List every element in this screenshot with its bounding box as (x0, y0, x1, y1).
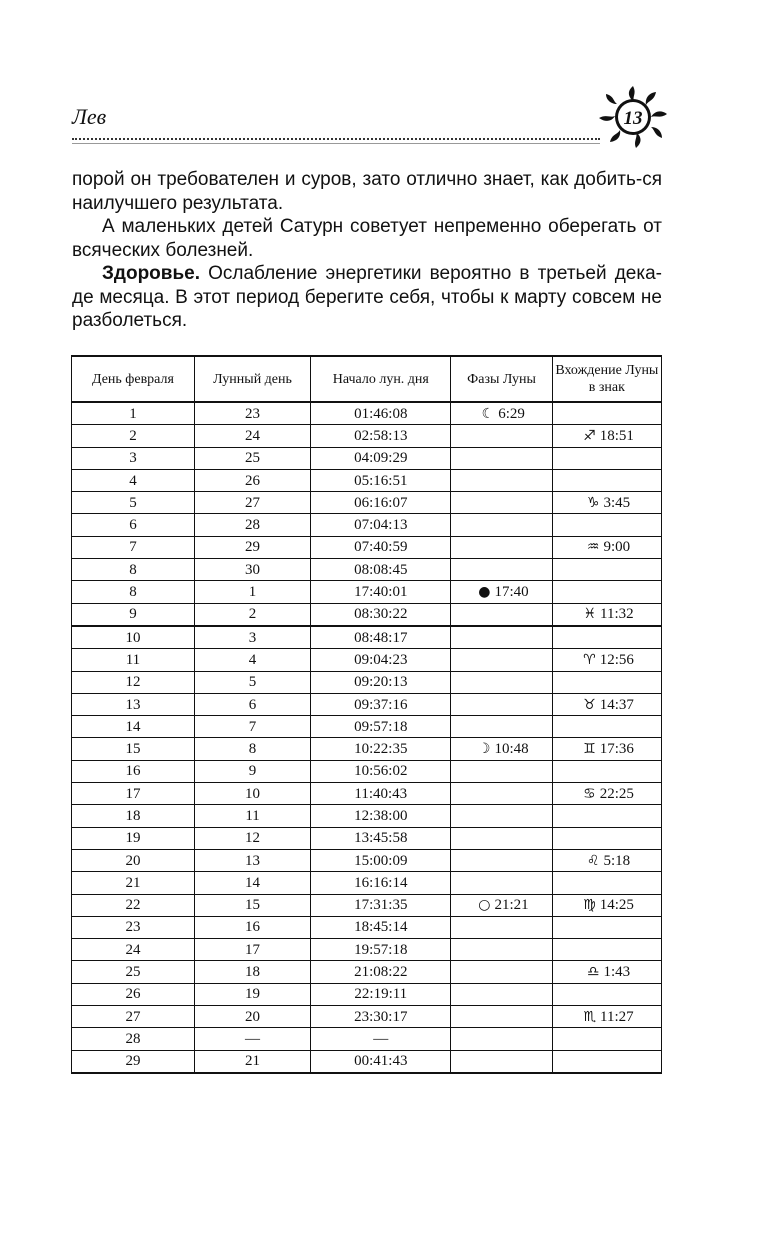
cell-day: 21 (72, 872, 195, 894)
cell-day: 18 (72, 805, 195, 827)
cell-moon-sign (552, 760, 661, 782)
cell-day: 9 (72, 603, 195, 626)
table-body (72, 402, 662, 1073)
cell-lunar-day: 5 (194, 671, 310, 693)
header-moon-phase: Фазы Луны (451, 356, 552, 402)
cell-lunar-day: 14 (194, 872, 310, 894)
cell-day: 29 (72, 1050, 195, 1073)
cell-day: 17 (72, 783, 195, 805)
zodiac-sign-icon: ♉ (583, 696, 596, 713)
moon-phase-icon: ○ (478, 897, 491, 914)
cell-moon-sign (552, 559, 661, 581)
table-row (72, 983, 662, 1005)
moon-sign-time: 5:18 (603, 852, 631, 869)
cell-lunar-day: 18 (194, 961, 310, 983)
cell-moon-sign (552, 469, 661, 491)
cell-moon-phase (451, 581, 552, 603)
cell-moon-sign (552, 626, 661, 649)
cell-lunar-day: 20 (194, 1006, 310, 1028)
cell-day: 25 (72, 961, 195, 983)
cell-moon-phase (451, 559, 552, 581)
cell-start-time: 01:46:08 (311, 402, 451, 425)
cell-lunar-day: 9 (194, 760, 310, 782)
cell-lunar-day: 7 (194, 716, 310, 738)
table-row (72, 872, 662, 894)
cell-start-time: 08:30:22 (311, 603, 451, 626)
cell-start-time: 08:08:45 (311, 559, 451, 581)
cell-lunar-day: 25 (194, 447, 310, 469)
table-row (72, 693, 662, 715)
cell-moon-sign (552, 849, 661, 871)
cell-start-time: 10:22:35 (311, 738, 451, 760)
zodiac-sign-icon: ♈ (583, 651, 596, 668)
cell-day: 13 (72, 693, 195, 715)
table-row (72, 514, 662, 536)
cell-start-time: 13:45:58 (311, 827, 451, 849)
table-row (72, 805, 662, 827)
paragraph-health (72, 262, 662, 333)
zodiac-sign-icon: ♋ (583, 785, 596, 802)
cell-moon-phase (451, 1006, 552, 1028)
zodiac-sign-icon: ♓ (583, 606, 597, 623)
table-row (72, 1006, 662, 1028)
table-row (72, 559, 662, 581)
table-row (72, 716, 662, 738)
cell-lunar-day: 28 (194, 514, 310, 536)
cell-day: 27 (72, 1006, 195, 1028)
cell-lunar-day: 12 (194, 827, 310, 849)
cell-start-time: 12:38:00 (311, 805, 451, 827)
moon-sign-time: 22:25 (599, 785, 634, 802)
moon-sign-time: 17:36 (599, 741, 634, 758)
cell-day: 10 (72, 626, 195, 649)
cell-start-time: 10:56:02 (311, 760, 451, 782)
table-row (72, 894, 662, 916)
table-row (72, 961, 662, 983)
cell-lunar-day: 30 (194, 559, 310, 581)
cell-lunar-day: 23 (194, 402, 310, 425)
table-header-row (72, 356, 662, 402)
cell-moon-sign (552, 425, 661, 447)
cell-start-time: 17:31:35 (311, 894, 451, 916)
cell-lunar-day: 26 (194, 469, 310, 491)
cell-day: 11 (72, 649, 195, 671)
cell-moon-sign (552, 783, 661, 805)
header-lunar-day: Лунный день (194, 356, 310, 402)
cell-day: 8 (72, 559, 195, 581)
cell-lunar-day: 13 (194, 849, 310, 871)
cell-start-time: 07:04:13 (311, 514, 451, 536)
moon-sign-time: 14:37 (599, 696, 634, 713)
paragraph-health-lead: Здоровье. (102, 263, 200, 284)
cell-day: 14 (72, 716, 195, 738)
table-row (72, 849, 662, 871)
cell-moon-sign (552, 738, 661, 760)
cell-moon-phase (451, 716, 552, 738)
moon-phase-icon: ☽ (477, 741, 491, 758)
cell-moon-phase (451, 425, 552, 447)
cell-lunar-day: — (194, 1028, 310, 1050)
cell-day: 1 (72, 402, 195, 425)
cell-moon-sign (552, 805, 661, 827)
cell-start-time: 16:16:14 (311, 872, 451, 894)
cell-moon-phase (451, 492, 552, 514)
cell-lunar-day: 6 (194, 693, 310, 715)
cell-moon-sign (552, 514, 661, 536)
cell-start-time: 19:57:18 (311, 939, 451, 961)
cell-lunar-day: 2 (194, 603, 310, 626)
cell-moon-phase (451, 536, 552, 558)
sun-ornament-icon (596, 84, 670, 150)
cell-moon-phase (451, 916, 552, 938)
cell-lunar-day: 10 (194, 783, 310, 805)
cell-start-time: 11:40:43 (311, 783, 451, 805)
cell-moon-sign (552, 872, 661, 894)
zodiac-sign-icon: ♊ (583, 741, 596, 758)
cell-moon-phase (451, 760, 552, 782)
cell-lunar-day: 16 (194, 916, 310, 938)
cell-lunar-day: 3 (194, 626, 310, 649)
cell-lunar-day: 21 (194, 1050, 310, 1073)
header-rule-thin (72, 143, 600, 144)
cell-day: 4 (72, 469, 195, 491)
cell-lunar-day: 27 (194, 492, 310, 514)
cell-moon-phase (451, 603, 552, 626)
cell-day: 12 (72, 671, 195, 693)
moon-phase-icon: ● (478, 584, 491, 601)
cell-moon-sign (552, 649, 661, 671)
paragraph-1 (72, 168, 662, 215)
cell-day: 28 (72, 1028, 195, 1050)
cell-moon-phase (451, 693, 552, 715)
cell-start-time: 22:19:11 (311, 983, 451, 1005)
cell-start-time: 09:04:23 (311, 649, 451, 671)
cell-moon-sign (552, 536, 661, 558)
cell-moon-phase (451, 514, 552, 536)
cell-moon-phase (451, 649, 552, 671)
cell-start-time: 00:41:43 (311, 1050, 451, 1073)
cell-start-time: 17:40:01 (311, 581, 451, 603)
cell-start-time: 23:30:17 (311, 1006, 451, 1028)
cell-day: 8 (72, 581, 195, 603)
cell-start-time: 21:08:22 (311, 961, 451, 983)
cell-start-time: 09:20:13 (311, 671, 451, 693)
cell-moon-phase (451, 402, 552, 425)
table-row (72, 939, 662, 961)
cell-day: 2 (72, 425, 195, 447)
cell-lunar-day: 17 (194, 939, 310, 961)
cell-day: 20 (72, 849, 195, 871)
cell-start-time: 09:57:18 (311, 716, 451, 738)
zodiac-sign-icon: ♏ (583, 1008, 597, 1025)
cell-moon-phase (451, 805, 552, 827)
paragraph-2 (72, 215, 662, 262)
cell-day: 6 (72, 514, 195, 536)
table-row (72, 581, 662, 603)
paragraph-1-text: порой он требователен и суров, зато отлично знает, как добить-ся наилучшего результата. (72, 169, 662, 214)
moon-sign-time: 9:00 (603, 539, 631, 556)
table-row (72, 760, 662, 782)
cell-start-time: 07:40:59 (311, 536, 451, 558)
zodiac-sign-icon: ♎ (586, 964, 600, 981)
cell-day: 19 (72, 827, 195, 849)
table-row (72, 649, 662, 671)
cell-day: 5 (72, 492, 195, 514)
table-row (72, 626, 662, 649)
cell-moon-phase (451, 849, 552, 871)
cell-moon-sign (552, 1050, 661, 1073)
cell-moon-sign (552, 581, 661, 603)
cell-moon-phase (451, 469, 552, 491)
cell-moon-phase (451, 671, 552, 693)
cell-start-time: 08:48:17 (311, 626, 451, 649)
moon-phase-time: 21:21 (494, 897, 529, 914)
cell-lunar-day: 4 (194, 649, 310, 671)
table-row (72, 1028, 662, 1050)
table-row (72, 671, 662, 693)
zodiac-sign-icon: ♍ (583, 897, 596, 914)
table-row (72, 536, 662, 558)
moon-phase-icon: ☾ (481, 405, 495, 422)
zodiac-sign-icon: ♐ (583, 427, 596, 444)
cell-moon-sign (552, 693, 661, 715)
cell-moon-phase (451, 1050, 552, 1073)
cell-day: 24 (72, 939, 195, 961)
cell-lunar-day: 24 (194, 425, 310, 447)
cell-moon-phase (451, 738, 552, 760)
cell-start-time: 18:45:14 (311, 916, 451, 938)
running-header-title: Лев (72, 104, 107, 129)
moon-phase-time: 10:48 (494, 741, 529, 758)
cell-start-time: 09:37:16 (311, 693, 451, 715)
moon-sign-time: 3:45 (603, 494, 631, 511)
zodiac-sign-icon: ♌ (586, 852, 600, 869)
cell-moon-sign (552, 983, 661, 1005)
cell-lunar-day: 11 (194, 805, 310, 827)
header-moon-sign: Вхождение Луны в знак (552, 356, 661, 402)
cell-moon-sign (552, 671, 661, 693)
cell-moon-phase (451, 939, 552, 961)
header-lunar-day-start: Начало лун. дня (311, 356, 451, 402)
moon-sign-time: 1:43 (603, 964, 631, 981)
cell-moon-phase (451, 961, 552, 983)
cell-moon-sign (552, 939, 661, 961)
cell-day: 7 (72, 536, 195, 558)
cell-lunar-day: 1 (194, 581, 310, 603)
table-row (72, 402, 662, 425)
cell-moon-phase (451, 1028, 552, 1050)
table-row (72, 492, 662, 514)
header-rule (72, 138, 600, 140)
moon-sign-time: 14:25 (599, 897, 634, 914)
lunar-calendar-table (71, 355, 662, 1074)
cell-lunar-day: 15 (194, 894, 310, 916)
header-day: День февраля (72, 356, 195, 402)
cell-day: 26 (72, 983, 195, 1005)
cell-moon-sign (552, 492, 661, 514)
cell-lunar-day: 29 (194, 536, 310, 558)
cell-moon-phase (451, 783, 552, 805)
table-row (72, 783, 662, 805)
cell-day: 22 (72, 894, 195, 916)
cell-moon-sign (552, 603, 661, 626)
table-row (72, 469, 662, 491)
zodiac-sign-icon: ♒ (586, 539, 600, 556)
cell-moon-phase (451, 626, 552, 649)
moon-sign-time: 18:51 (599, 427, 634, 444)
cell-moon-phase (451, 894, 552, 916)
cell-moon-sign (552, 894, 661, 916)
cell-start-time: 04:09:29 (311, 447, 451, 469)
zodiac-sign-icon: ♑ (586, 494, 600, 511)
moon-sign-time: 11:27 (600, 1008, 634, 1025)
cell-day: 16 (72, 760, 195, 782)
page-number: 13 (623, 108, 643, 129)
body-text (72, 168, 662, 333)
cell-moon-sign (552, 827, 661, 849)
cell-lunar-day: 8 (194, 738, 310, 760)
cell-start-time: — (311, 1028, 451, 1050)
cell-moon-sign (552, 402, 661, 425)
table-row (72, 827, 662, 849)
table-row (72, 916, 662, 938)
cell-moon-sign (552, 916, 661, 938)
moon-sign-time: 11:32 (600, 606, 634, 623)
cell-moon-phase (451, 983, 552, 1005)
cell-moon-sign (552, 961, 661, 983)
table-row (72, 447, 662, 469)
cell-day: 23 (72, 916, 195, 938)
table-row (72, 738, 662, 760)
cell-start-time: 02:58:13 (311, 425, 451, 447)
moon-phase-time: 6:29 (498, 405, 525, 422)
cell-moon-phase (451, 447, 552, 469)
cell-start-time: 15:00:09 (311, 849, 451, 871)
cell-moon-sign (552, 716, 661, 738)
cell-lunar-day: 19 (194, 983, 310, 1005)
cell-moon-sign (552, 1006, 661, 1028)
cell-start-time: 06:16:07 (311, 492, 451, 514)
cell-moon-sign (552, 447, 661, 469)
cell-moon-phase (451, 872, 552, 894)
table-row (72, 1050, 662, 1073)
cell-day: 15 (72, 738, 195, 760)
table-row (72, 425, 662, 447)
table-row (72, 603, 662, 626)
cell-moon-sign (552, 1028, 661, 1050)
paragraph-health-text: Ослабление энергетики вероятно в третьей дека-де месяца. В этот период берегите себя, чтобы к марту совсем не разболеться. (72, 263, 662, 331)
cell-moon-phase (451, 827, 552, 849)
moon-sign-time: 12:56 (599, 651, 634, 668)
paragraph-2-text: А маленьких детей Сатурн советует непременно оберегать от всяческих болезней. (72, 216, 662, 261)
moon-phase-time: 17:40 (494, 584, 529, 601)
cell-start-time: 05:16:51 (311, 469, 451, 491)
cell-day: 3 (72, 447, 195, 469)
